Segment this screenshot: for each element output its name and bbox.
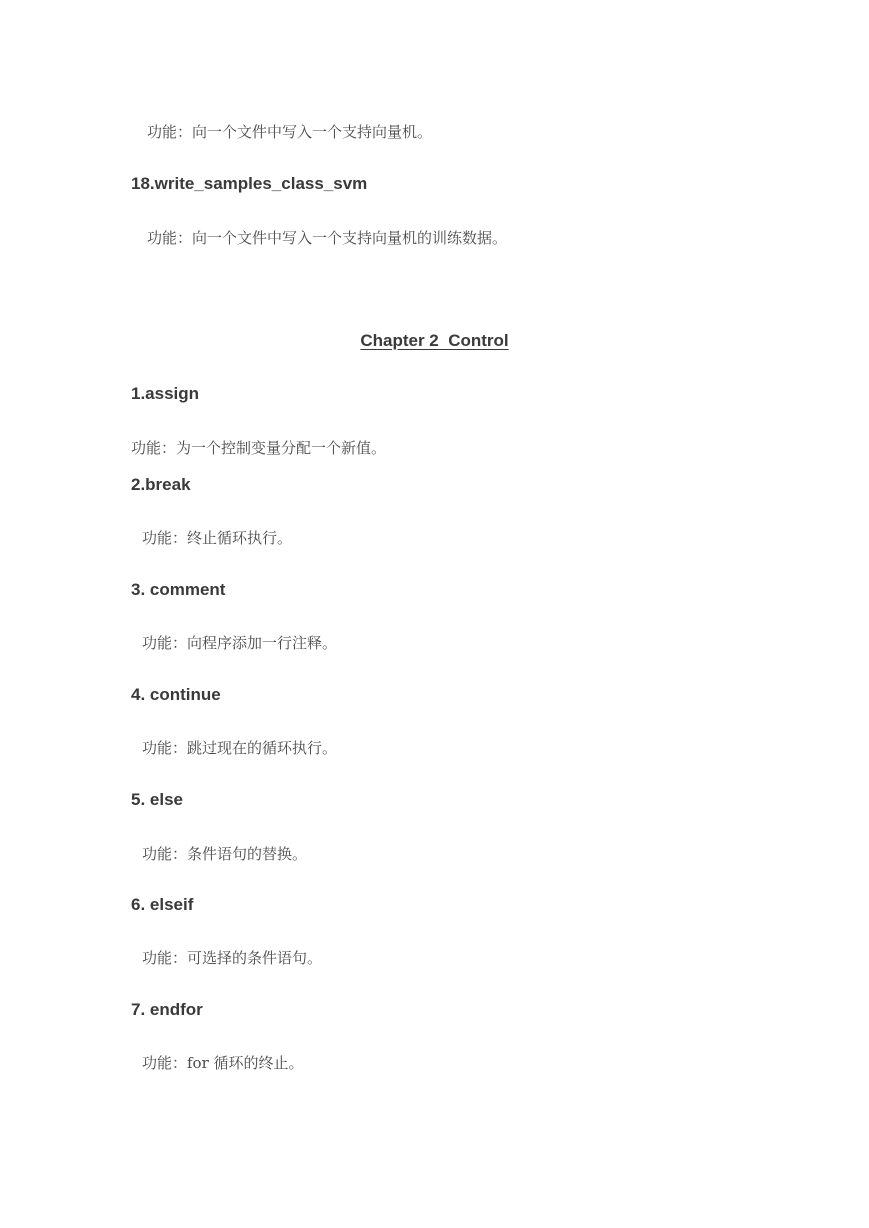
entry-1-heading: 1.assign <box>131 384 200 403</box>
chapter-title-text: Chapter 2 Control <box>360 331 509 350</box>
entry-6-description: 功能：可选择的条件语句。 <box>142 949 323 967</box>
entry-2-description: 功能：终止循环执行。 <box>142 529 293 547</box>
entry-5-heading: 5. else <box>131 790 183 809</box>
entry-5-description: 功能：条件语句的替换。 <box>142 845 308 863</box>
entry-18-heading: 18.write_samples_class_svm <box>131 174 368 193</box>
entry-7-description: 功能：for 循环的终止。 <box>142 1054 304 1072</box>
entry-18-description: 功能：向一个文件中写入一个支持向量机的训练数据。 <box>147 229 508 247</box>
entry-4-description: 功能：跳过现在的循环执行。 <box>142 739 338 757</box>
entry-1-description: 功能：为一个控制变量分配一个新值。 <box>131 439 387 457</box>
entry-6-heading: 6. elseif <box>131 895 194 914</box>
chapter-title <box>0 331 869 351</box>
entry-4-heading: 4. continue <box>131 685 221 704</box>
entry-17-description: 功能：向一个文件中写入一个支持向量机。 <box>147 123 433 141</box>
entry-7-heading: 7. endfor <box>131 1000 203 1019</box>
entry-3-heading: 3. comment <box>131 580 226 599</box>
entry-2-heading: 2.break <box>131 475 191 494</box>
entry-3-description: 功能：向程序添加一行注释。 <box>142 634 338 652</box>
